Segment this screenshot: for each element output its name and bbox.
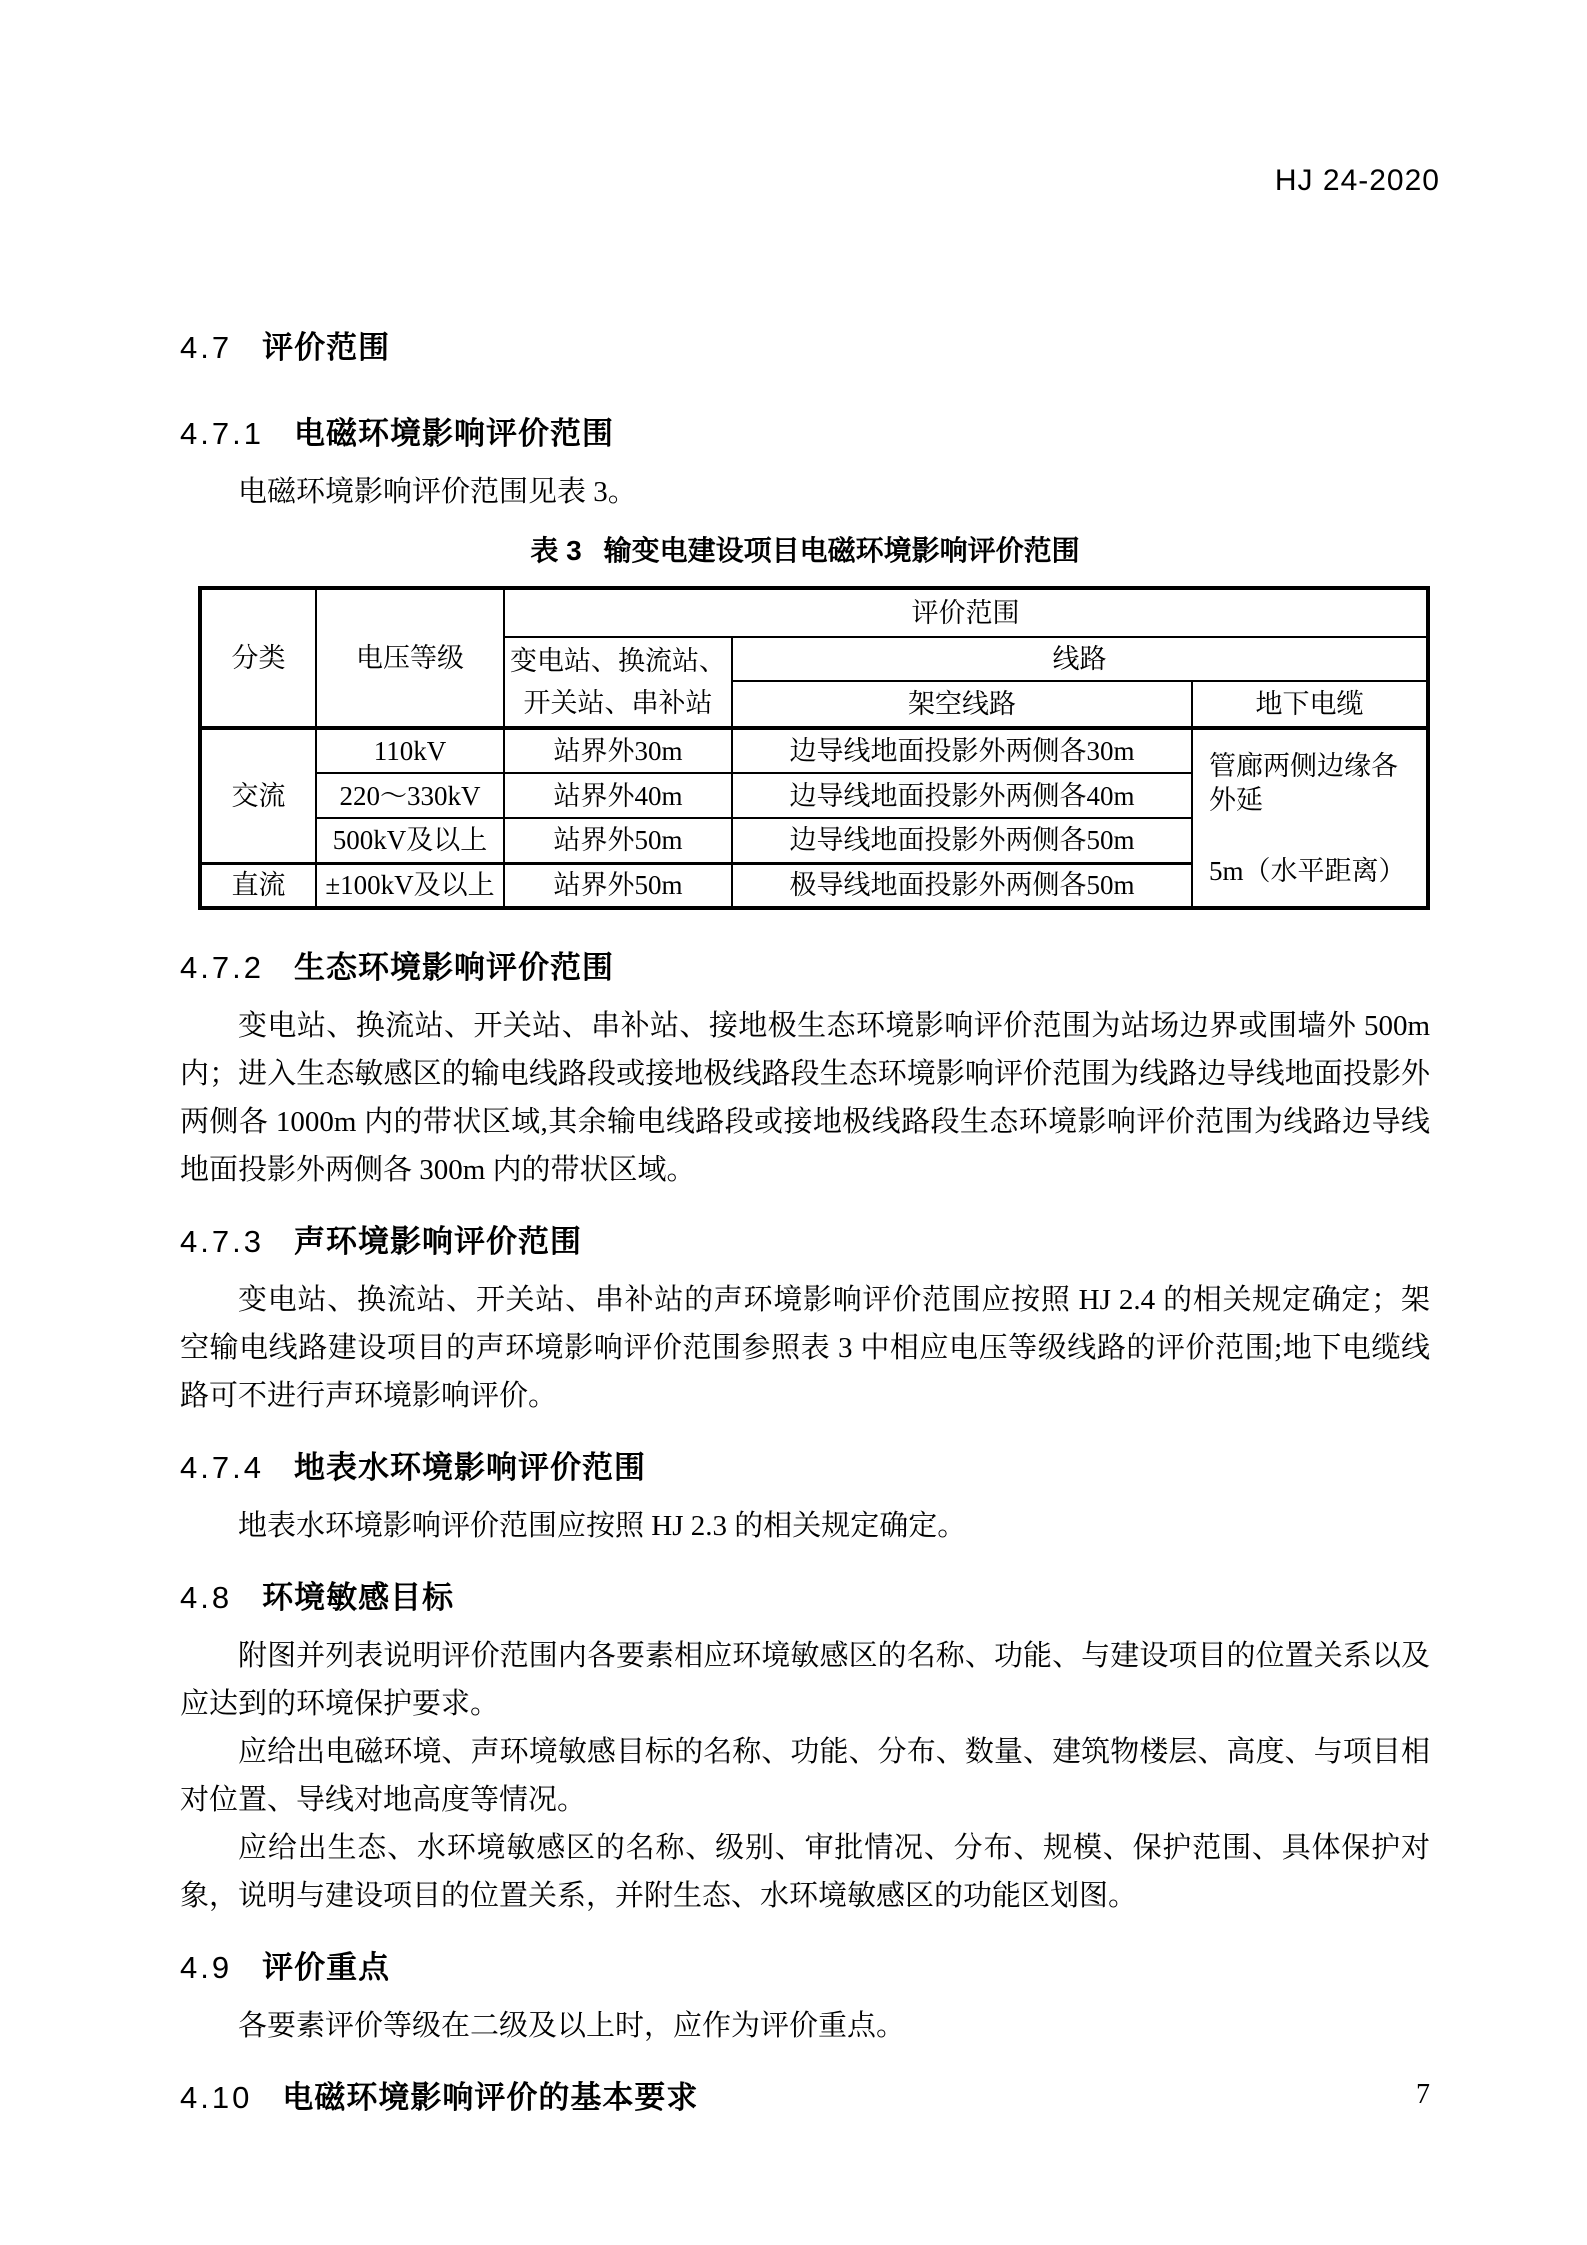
section-heading-4-10 [180, 2076, 1430, 2120]
paragraph-4-8-2: 应给出电磁环境、声环境敏感目标的名称、功能、分布、数量、建筑物楼层、高度、与项目相对位置、导线对地高度等情况。 [180, 1736, 1430, 1816]
table-row [200, 728, 1428, 773]
cell-station: 站界外50m [504, 818, 732, 863]
heading-title: 评价范围 [262, 330, 391, 365]
heading-number: 4.7 [180, 330, 233, 365]
col-header-stations [504, 637, 732, 728]
col-header-line: 线路 [732, 637, 1428, 681]
section-heading-4-7-2 [180, 946, 1430, 990]
col-header-stations-line2: 开关站、串补站 [523, 688, 713, 718]
cell-overhead: 边导线地面投影外两侧各50m [732, 818, 1192, 863]
paragraph-4-7-4: 地表水环境影响评价范围应按照 HJ 2.3 的相关规定确定。 [238, 1510, 967, 1542]
section-heading-4-7-4 [180, 1446, 1430, 1490]
paragraph-4-8-3: 应给出生态、水环境敏感区的名称、级别、审批情况、分布、规模、保护范围、具体保护对象，说明与建设项目的位置关系，并附生态、水环境敏感区的功能区划图。 [180, 1832, 1430, 1912]
cell-overhead: 边导线地面投影外两侧各30m [732, 728, 1192, 773]
paragraph-4-7-2: 变电站、换流站、开关站、串补站、接地极生态环境影响评价范围为站场边界或围墙外 500m 内；进入生态敏感区的输电线路段或接地极线路段生态环境影响评价范围为线路边导线地面投影外两侧各 1000m 内的带状区域,其余输电线路段或接地极线路段生态环境影响评价范围为线路边导线地面投影外两侧各 300m 内的带状区域。 [180, 1010, 1430, 1186]
cell-station: 站界外40m [504, 773, 732, 818]
cell-station: 站界外50m [504, 863, 732, 908]
heading-number: 4.10 [180, 2080, 253, 2115]
paragraph-4-9: 各要素评价等级在二级及以上时，应作为评价重点。 [238, 2010, 906, 2042]
cell-voltage: 220～330kV [316, 773, 504, 818]
col-header-voltage: 电压等级 [316, 588, 504, 728]
cell-overhead: 边导线地面投影外两侧各40m [732, 773, 1192, 818]
cell-category: 直流 [200, 863, 316, 908]
heading-title: 地表水环境影响评价范围 [293, 1450, 646, 1485]
cell-overhead: 极导线地面投影外两侧各50m [732, 863, 1192, 908]
col-header-stations-line1: 变电站、换流站、 [510, 646, 726, 676]
table-caption-label: 表 3 [530, 535, 582, 566]
heading-title: 生态环境影响评价范围 [293, 950, 614, 985]
section-heading-4-8 [180, 1576, 1430, 1620]
cell-voltage: 110kV [316, 728, 504, 773]
col-header-underground: 地下电缆 [1192, 681, 1428, 728]
section-heading-4-9 [180, 1946, 1430, 1990]
section-heading-4-7 [180, 326, 1430, 370]
col-header-overhead: 架空线路 [732, 681, 1192, 728]
underground-note [1197, 730, 1422, 906]
paragraph-4-7-1: 电磁环境影响评价范围见表 3。 [238, 476, 637, 508]
heading-title: 声环境影响评价范围 [293, 1224, 582, 1259]
cell-underground-note [1192, 728, 1428, 908]
cell-voltage: 500kV及以上 [316, 818, 504, 863]
heading-number: 4.9 [180, 1950, 233, 1985]
col-header-category: 分类 [200, 588, 316, 728]
underground-note-line2: 5m（水平距离） [1209, 855, 1406, 886]
section-heading-4-7-1 [180, 412, 1430, 456]
paragraph-4-8-1: 附图并列表说明评价范围内各要素相应环境敏感区的名称、功能、与建设项目的位置关系以及应达到的环境保护要求。 [180, 1640, 1430, 1720]
cell-category: 交流 [200, 728, 316, 863]
page-number: 7 [1416, 2079, 1430, 2110]
heading-number: 4.7.1 [180, 416, 264, 451]
table-caption [180, 530, 1430, 572]
table-caption-title: 输变电建设项目电磁环境影响评价范围 [603, 535, 1080, 566]
page-content [180, 326, 1430, 2120]
heading-title: 环境敏感目标 [262, 1580, 455, 1615]
paragraph-4-7-3: 变电站、换流站、开关站、串补站的声环境影响评价范围应按照 HJ 2.4 的相关规定确定；架空输电线路建设项目的声环境影响评价范围参照表 3 中相应电压等级线路的评价范围;地下电缆线路可不进行声环境影响评价。 [180, 1284, 1430, 1412]
heading-number: 4.7.3 [180, 1224, 264, 1259]
heading-title: 评价重点 [262, 1950, 391, 1985]
doc-code: HJ 24-2020 [1274, 164, 1440, 197]
underground-note-line1: 管廊两侧边缘各外延 [1209, 750, 1398, 815]
section-heading-4-7-3 [180, 1220, 1430, 1264]
table-3 [198, 586, 1430, 910]
col-header-scope: 评价范围 [504, 588, 1428, 637]
heading-title: 电磁环境影响评价的基本要求 [282, 2080, 699, 2115]
heading-title: 电磁环境影响评价范围 [293, 416, 614, 451]
cell-voltage: ±100kV及以上 [316, 863, 504, 908]
heading-number: 4.7.4 [180, 1450, 264, 1485]
heading-number: 4.7.2 [180, 950, 264, 985]
cell-station: 站界外30m [504, 728, 732, 773]
heading-number: 4.8 [180, 1580, 233, 1615]
